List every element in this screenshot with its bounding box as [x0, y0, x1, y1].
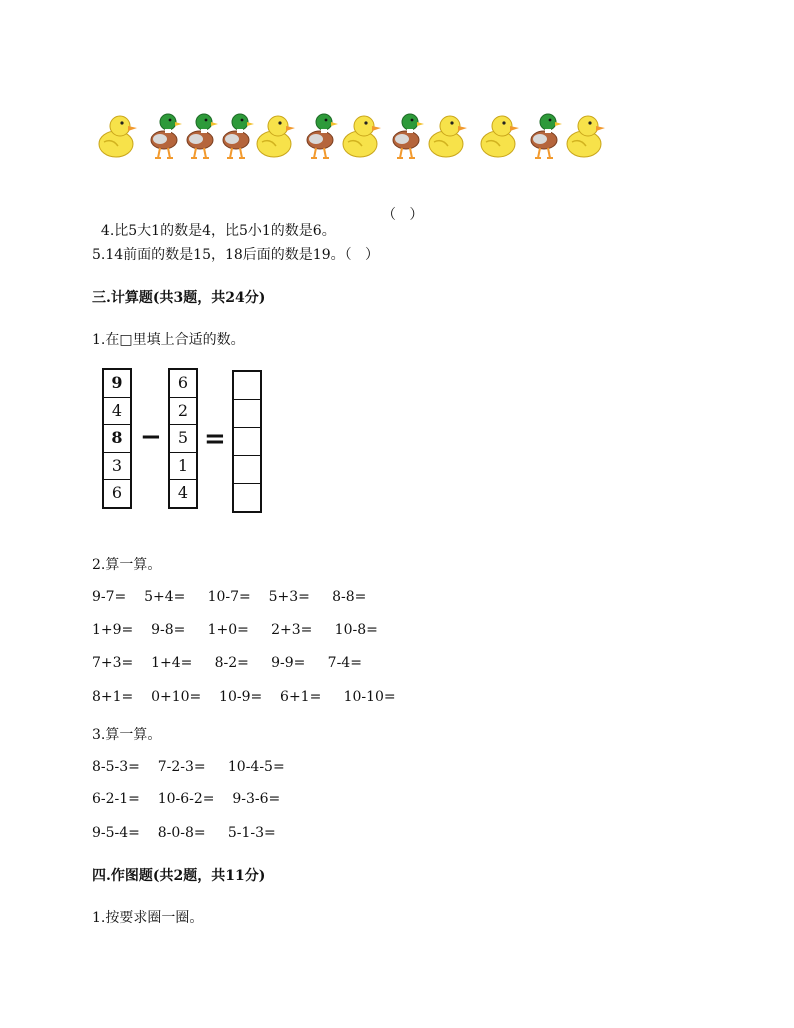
- answer-box[interactable]: [234, 428, 260, 456]
- minuend-cell: 3: [104, 453, 130, 481]
- duck-mallard-3: [223, 114, 254, 158]
- question-4-text: 4.比5大1的数是4，比5小1的数是6。: [100, 223, 336, 239]
- duck-mallard-2: [187, 114, 218, 158]
- answer-box[interactable]: [234, 484, 260, 511]
- duck-mallard-6: [531, 114, 562, 158]
- subtrahend-cell: 6: [170, 370, 196, 398]
- calc-1-prompt: 1.在□里填上合适的数。: [92, 332, 245, 348]
- question-5: 5.14前面的数是15，18后面的数是19。（ ）: [92, 247, 379, 263]
- duck-row-image: [96, 104, 616, 162]
- minuend-cell: 8: [104, 425, 130, 453]
- subtrahend-cell: 1: [170, 453, 196, 481]
- answer-column: [232, 370, 262, 513]
- duck-yellow-6: [567, 116, 605, 157]
- calc-2-prompt: 2.算一算。: [92, 557, 162, 573]
- subtrahend-cell: 5: [170, 425, 196, 453]
- answer-box[interactable]: [234, 456, 260, 484]
- question-4: [92, 204, 336, 240]
- calc-2-row: 8+1= 0+10= 10-9= 6+1= 10-10=: [92, 689, 396, 705]
- subtrahend-cell: 2: [170, 398, 196, 426]
- calc-3-prompt: 3.算一算。: [92, 727, 162, 743]
- minuend-cell: 6: [111, 483, 123, 503]
- minus-sign: −: [140, 422, 162, 452]
- draw-1-prompt: 1.按要求圈一圈。: [92, 910, 204, 926]
- equals-sign: =: [204, 424, 226, 454]
- subtrahend-column: [168, 368, 198, 509]
- answer-box[interactable]: [234, 400, 260, 428]
- duck-yellow-4: [429, 116, 467, 157]
- calc-3-row: 6-2-1= 10-6-2= 9-3-6=: [92, 791, 281, 807]
- duck-yellow-5: [481, 116, 519, 157]
- calc-2-row: 7+3= 1+4= 8-2= 9-9= 7-4=: [92, 655, 362, 671]
- section-4-title: 四.作图题(共2题，共11分): [92, 868, 266, 884]
- calc-2-row: 1+9= 9-8= 1+0= 2+3= 10-8=: [92, 622, 378, 638]
- minuend-column: [102, 368, 132, 509]
- duck-yellow-1: [99, 116, 137, 157]
- duck-mallard-4: [307, 114, 338, 158]
- minuend-cell: 4: [104, 398, 130, 426]
- duck-yellow-3: [343, 116, 381, 157]
- minuend-cell: 9: [104, 370, 130, 398]
- calc-2-row: 9-7= 5+4= 10-7= 5+3= 8-8=: [92, 589, 367, 605]
- duck-mallard-1: [151, 114, 182, 158]
- calc-3-row: 8-5-3= 7-2-3= 10-4-5=: [92, 759, 285, 775]
- duck-mallard-5: [393, 114, 424, 158]
- answer-box[interactable]: [234, 372, 260, 400]
- calc-3-row: 9-5-4= 8-0-8= 5-1-3=: [92, 825, 276, 841]
- duck-yellow-2: [257, 116, 295, 157]
- question-4-answer-paren[interactable]: （ ）: [382, 207, 424, 223]
- section-3-title: 三.计算题(共3题，共24分): [92, 290, 266, 306]
- subtrahend-cell: 4: [177, 483, 189, 503]
